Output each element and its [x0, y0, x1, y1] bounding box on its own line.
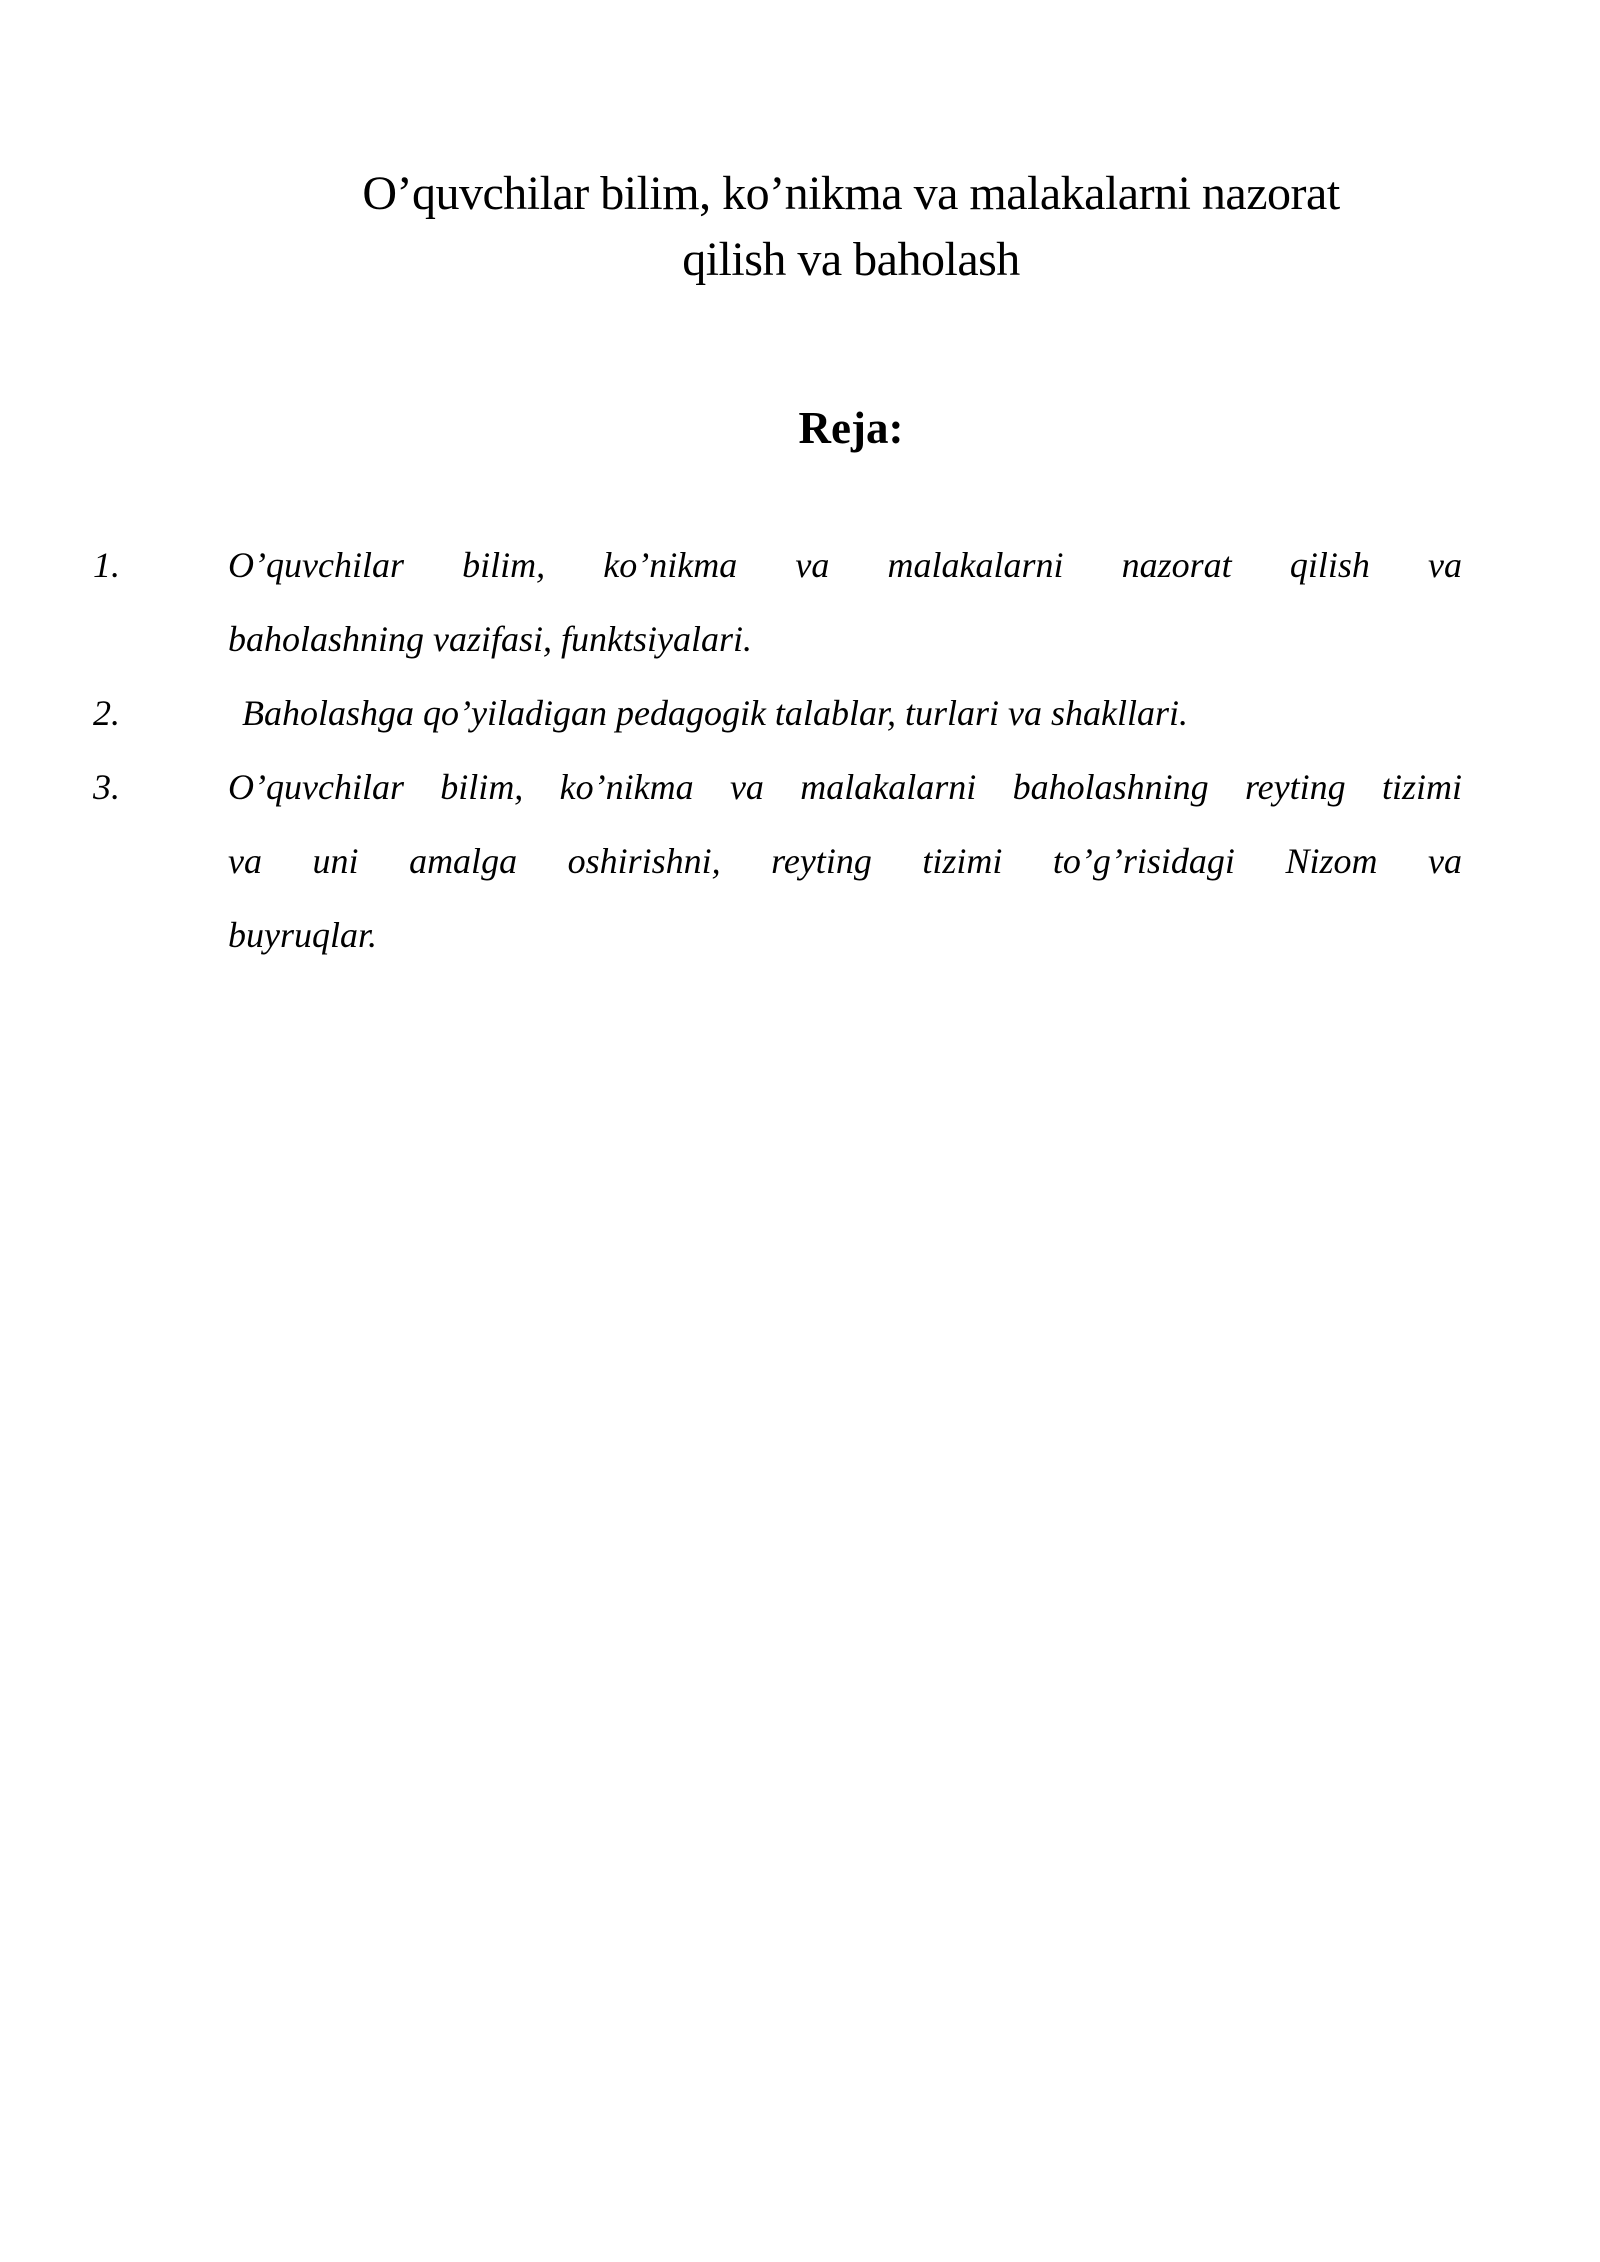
list-item-number: 2. — [93, 693, 120, 733]
text-line: O’quvchilar bilim, ko’nikma va malakalarni nazorat qilish va — [228, 545, 1462, 585]
text-line: baholashning vazifasi, funktsiyalari. — [228, 619, 753, 659]
list-item-text — [228, 528, 1462, 676]
list-item-text — [228, 750, 1462, 972]
text-line: buyruqlar. — [228, 915, 378, 955]
list-item — [0, 528, 1600, 676]
plan-list — [0, 528, 1600, 972]
title-line-1: O’quvchilar bilim, ko’nikma va malakalarni nazorat — [362, 167, 1340, 220]
list-item-number: 3. — [93, 767, 120, 807]
list-item-text — [228, 676, 1462, 750]
section-heading-reja: Reja: — [798, 403, 904, 453]
text-line: O’quvchilar bilim, ko’nikma va malakalarni baholashning reyting tizimi — [228, 767, 1462, 807]
text-line: Baholashga qo’yiladigan pedagogik talablar, turlari va shakllari. — [242, 693, 1188, 733]
list-item-number: 1. — [93, 545, 120, 585]
title-line-2: qilish va baholash — [682, 233, 1020, 286]
document-title — [240, 161, 1462, 293]
list-item — [0, 676, 1600, 750]
text-line: va uni amalga oshirishni, reyting tizimi to’g’risidagi Nizom va — [228, 841, 1462, 881]
list-item — [0, 750, 1600, 972]
